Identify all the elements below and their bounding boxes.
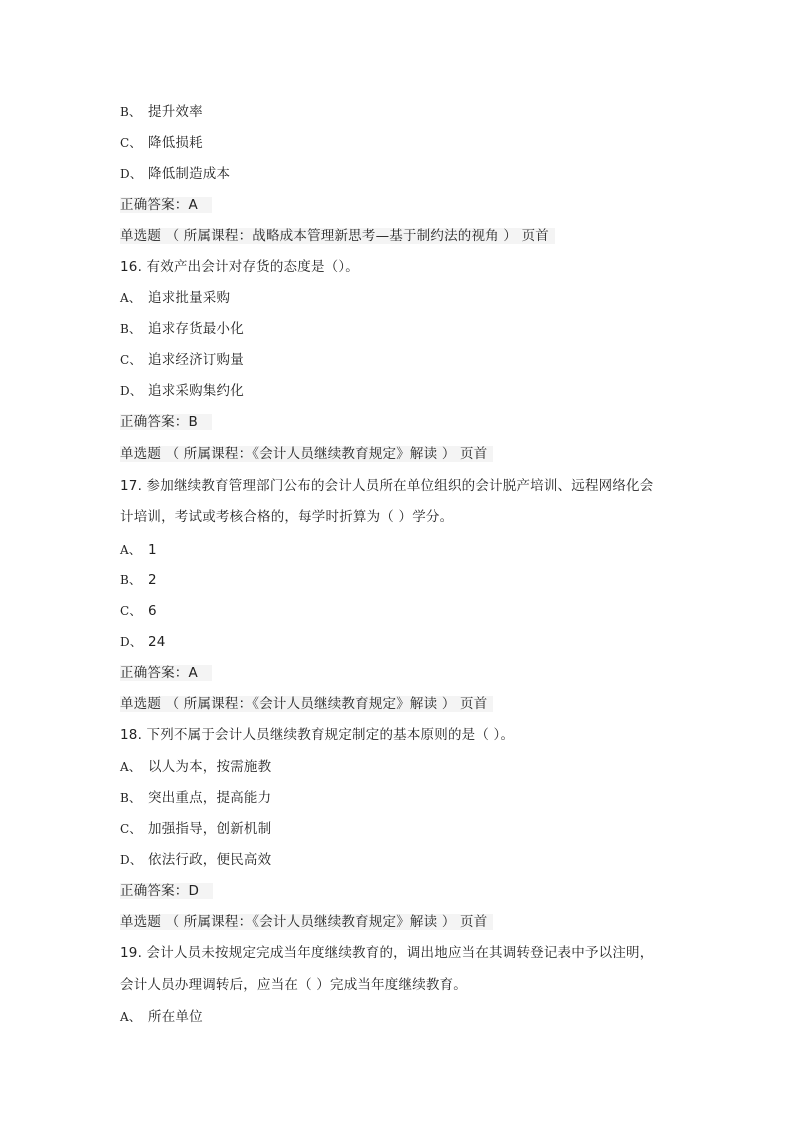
option-letter: D、 (120, 853, 143, 867)
option-letter: A、 (120, 1010, 142, 1024)
option-text: 降低制造成本 (148, 166, 231, 182)
option-a (120, 541, 157, 559)
option-d (120, 165, 230, 183)
option-letter: C、 (120, 822, 142, 836)
option-c (120, 351, 244, 369)
answer-text: 正确答案：D (120, 883, 213, 899)
option-letter: C、 (120, 136, 142, 150)
question-meta (120, 227, 555, 245)
option-text: 提升效率 (148, 104, 203, 120)
option-letter: C、 (120, 604, 142, 618)
meta-text: 单选题 （ 所属课程：《会计人员继续教育规定》解读 ） 页首 (120, 696, 493, 712)
question-19-line-1: 19. 会计人员未按规定完成当年度继续教育的，调出地应当在其调转登记表中予以注明， (120, 945, 654, 961)
answer-text: 正确答案：A (120, 665, 212, 681)
option-text: 6 (148, 603, 157, 619)
question-meta (120, 445, 493, 463)
option-text: 2 (148, 572, 157, 588)
question-19-line-2: 会计人员办理调转后，应当在（ ）完成当年度继续教育。 (120, 977, 467, 993)
correct-answer (120, 664, 212, 682)
question-meta (120, 913, 493, 931)
meta-text: 单选题 （ 所属课程：战略成本管理新思考—基于制约法的视角 ） 页首 (120, 228, 555, 244)
option-a (120, 1008, 203, 1026)
option-letter: B、 (120, 791, 142, 805)
option-c (120, 602, 157, 620)
option-letter: D、 (120, 635, 143, 649)
option-letter: D、 (120, 167, 143, 181)
option-text: 追求采购集约化 (148, 383, 244, 399)
answer-text: 正确答案：B (120, 414, 212, 430)
question-18: 18. 下列不属于会计人员继续教育规定制定的基本原则的是（ ）。 (120, 727, 515, 743)
option-letter: D、 (120, 384, 143, 398)
option-text: 追求经济订购量 (148, 352, 244, 368)
option-letter: C、 (120, 353, 142, 367)
meta-text: 单选题 （ 所属课程：《会计人员继续教育规定》解读 ） 页首 (120, 914, 493, 930)
option-text: 加强指导，创新机制 (148, 821, 272, 837)
correct-answer (120, 413, 212, 431)
option-letter: B、 (120, 322, 142, 336)
option-text: 追求批量采购 (148, 290, 231, 306)
option-d (120, 633, 166, 651)
option-text: 所在单位 (148, 1009, 203, 1025)
option-b (120, 571, 157, 589)
option-b (120, 103, 203, 121)
option-text: 突出重点，提高能力 (148, 790, 272, 806)
option-text: 降低损耗 (148, 135, 203, 151)
option-letter: A、 (120, 543, 142, 557)
option-d (120, 851, 271, 869)
option-a (120, 758, 271, 776)
option-letter: B、 (120, 573, 142, 587)
option-b (120, 320, 244, 338)
correct-answer (120, 882, 213, 900)
option-letter: A、 (120, 291, 142, 305)
option-letter: A、 (120, 760, 142, 774)
option-c (120, 134, 203, 152)
option-text: 追求存货最小化 (148, 321, 244, 337)
question-meta (120, 695, 493, 713)
correct-answer (120, 196, 212, 214)
option-letter: B、 (120, 105, 142, 119)
option-text: 依法行政，便民高效 (148, 852, 272, 868)
option-d (120, 382, 244, 400)
question-17-line-1: 17. 参加继续教育管理部门公布的会计人员所在单位组织的会计脱产培训、远程网络化会 (120, 478, 654, 494)
option-c (120, 820, 271, 838)
option-text: 以人为本，按需施教 (148, 759, 272, 775)
option-a (120, 289, 230, 307)
option-text: 24 (148, 634, 166, 650)
answer-text: 正确答案：A (120, 197, 212, 213)
question-16: 16. 有效产出会计对存货的态度是（）。 (120, 259, 360, 275)
option-text: 1 (148, 542, 157, 558)
question-17-line-2: 计培训，考试或考核合格的，每学时折算为（ ）学分。 (120, 509, 454, 525)
meta-text: 单选题 （ 所属课程：《会计人员继续教育规定》解读 ） 页首 (120, 446, 493, 462)
option-b (120, 789, 271, 807)
